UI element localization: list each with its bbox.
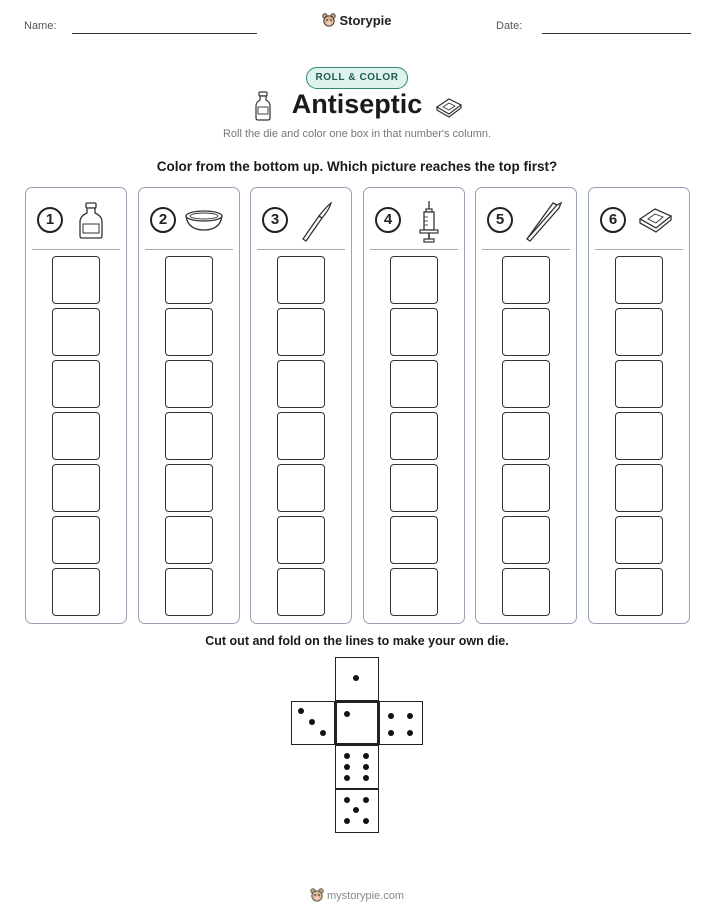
color-box[interactable]: [165, 308, 213, 356]
syringe-icon: [412, 200, 446, 244]
color-box[interactable]: [165, 516, 213, 564]
column-4: [363, 187, 465, 624]
color-box[interactable]: [502, 308, 550, 356]
name-line[interactable]: [72, 33, 257, 34]
color-box[interactable]: [165, 412, 213, 460]
column-divider: [145, 249, 233, 250]
die-face-1-center: [335, 701, 379, 745]
color-box[interactable]: [390, 256, 438, 304]
color-box[interactable]: [165, 464, 213, 512]
bear-logo-icon: [322, 13, 336, 27]
color-box[interactable]: [165, 360, 213, 408]
color-box[interactable]: [390, 568, 438, 616]
pip: [388, 730, 394, 736]
color-box[interactable]: [615, 516, 663, 564]
column-number: 2: [150, 207, 176, 233]
date-line[interactable]: [542, 33, 691, 34]
color-box[interactable]: [277, 516, 325, 564]
bottle-icon: [74, 200, 108, 240]
pip: [344, 797, 350, 803]
column-2: [138, 187, 240, 624]
bowl-icon: [183, 200, 225, 240]
color-box[interactable]: [277, 464, 325, 512]
pip: [407, 730, 413, 736]
color-box[interactable]: [502, 568, 550, 616]
pip: [344, 764, 350, 770]
column-divider: [595, 249, 683, 250]
scalpel-icon: [299, 200, 335, 242]
color-box[interactable]: [615, 464, 663, 512]
gauze-pad-icon: [434, 95, 464, 119]
column-divider: [257, 249, 345, 250]
color-box[interactable]: [277, 568, 325, 616]
column-divider: [370, 249, 458, 250]
pip: [363, 818, 369, 824]
color-box[interactable]: [390, 308, 438, 356]
gauze-pad-icon: [637, 200, 675, 240]
color-box[interactable]: [502, 256, 550, 304]
page-title: Antiseptic: [291, 89, 423, 119]
pip: [363, 764, 369, 770]
roll-color-badge: ROLL & COLOR: [306, 67, 408, 89]
pip: [309, 719, 315, 725]
pip: [353, 675, 359, 681]
color-box[interactable]: [502, 360, 550, 408]
brand-logo: [0, 13, 714, 28]
pip: [407, 713, 413, 719]
column-divider: [482, 249, 570, 250]
pip: [344, 775, 350, 781]
die-face-6: [335, 745, 379, 789]
bear-logo-icon: [310, 888, 324, 902]
pip: [388, 713, 394, 719]
name-label: Name:: [24, 20, 57, 32]
pip: [363, 753, 369, 759]
column-number: 6: [600, 207, 626, 233]
column-number: 1: [37, 207, 63, 233]
color-box[interactable]: [52, 360, 100, 408]
color-box[interactable]: [502, 516, 550, 564]
color-box[interactable]: [165, 568, 213, 616]
pip: [363, 775, 369, 781]
date-label: Date:: [496, 20, 523, 32]
color-box[interactable]: [52, 256, 100, 304]
pip: [320, 730, 326, 736]
subtitle: Roll the die and color one box in that number's column.: [222, 128, 492, 140]
die-face-5: [335, 789, 379, 833]
color-box[interactable]: [52, 568, 100, 616]
pip: [344, 711, 350, 717]
color-box[interactable]: [615, 308, 663, 356]
pip: [363, 797, 369, 803]
color-box[interactable]: [52, 308, 100, 356]
color-box[interactable]: [277, 308, 325, 356]
color-box[interactable]: [277, 412, 325, 460]
column-1: [25, 187, 127, 624]
pip: [344, 753, 350, 759]
color-box[interactable]: [52, 464, 100, 512]
column-5: [475, 187, 577, 624]
color-box[interactable]: [52, 516, 100, 564]
color-box[interactable]: [502, 412, 550, 460]
color-box[interactable]: [277, 360, 325, 408]
color-box[interactable]: [615, 568, 663, 616]
color-box[interactable]: [615, 412, 663, 460]
column-number: 5: [487, 207, 513, 233]
color-box[interactable]: [52, 412, 100, 460]
cut-instruction: Cut out and fold on the lines to make your own die.: [205, 634, 509, 648]
pip: [344, 818, 350, 824]
color-box[interactable]: [615, 256, 663, 304]
color-box[interactable]: [277, 256, 325, 304]
color-box[interactable]: [615, 360, 663, 408]
instruction-text: Color from the bottom up. Which picture reaches the top first?: [156, 159, 558, 174]
column-divider: [32, 249, 120, 250]
color-box[interactable]: [390, 516, 438, 564]
pip: [353, 807, 359, 813]
die-face-4: [379, 701, 423, 745]
color-box[interactable]: [390, 464, 438, 512]
column-number: 3: [262, 207, 288, 233]
column-3: [250, 187, 352, 624]
tweezers-icon: [524, 200, 564, 242]
color-box[interactable]: [165, 256, 213, 304]
brand-name: Storypie: [339, 13, 392, 28]
footer: [0, 888, 714, 902]
die-face-1: [335, 657, 379, 701]
pip: [298, 708, 304, 714]
color-box[interactable]: [390, 412, 438, 460]
color-box[interactable]: [390, 360, 438, 408]
column-6: [588, 187, 690, 624]
color-box[interactable]: [502, 464, 550, 512]
die-face-3: [291, 701, 335, 745]
column-number: 4: [375, 207, 401, 233]
footer-url[interactable]: mystorypie.com: [326, 890, 405, 902]
